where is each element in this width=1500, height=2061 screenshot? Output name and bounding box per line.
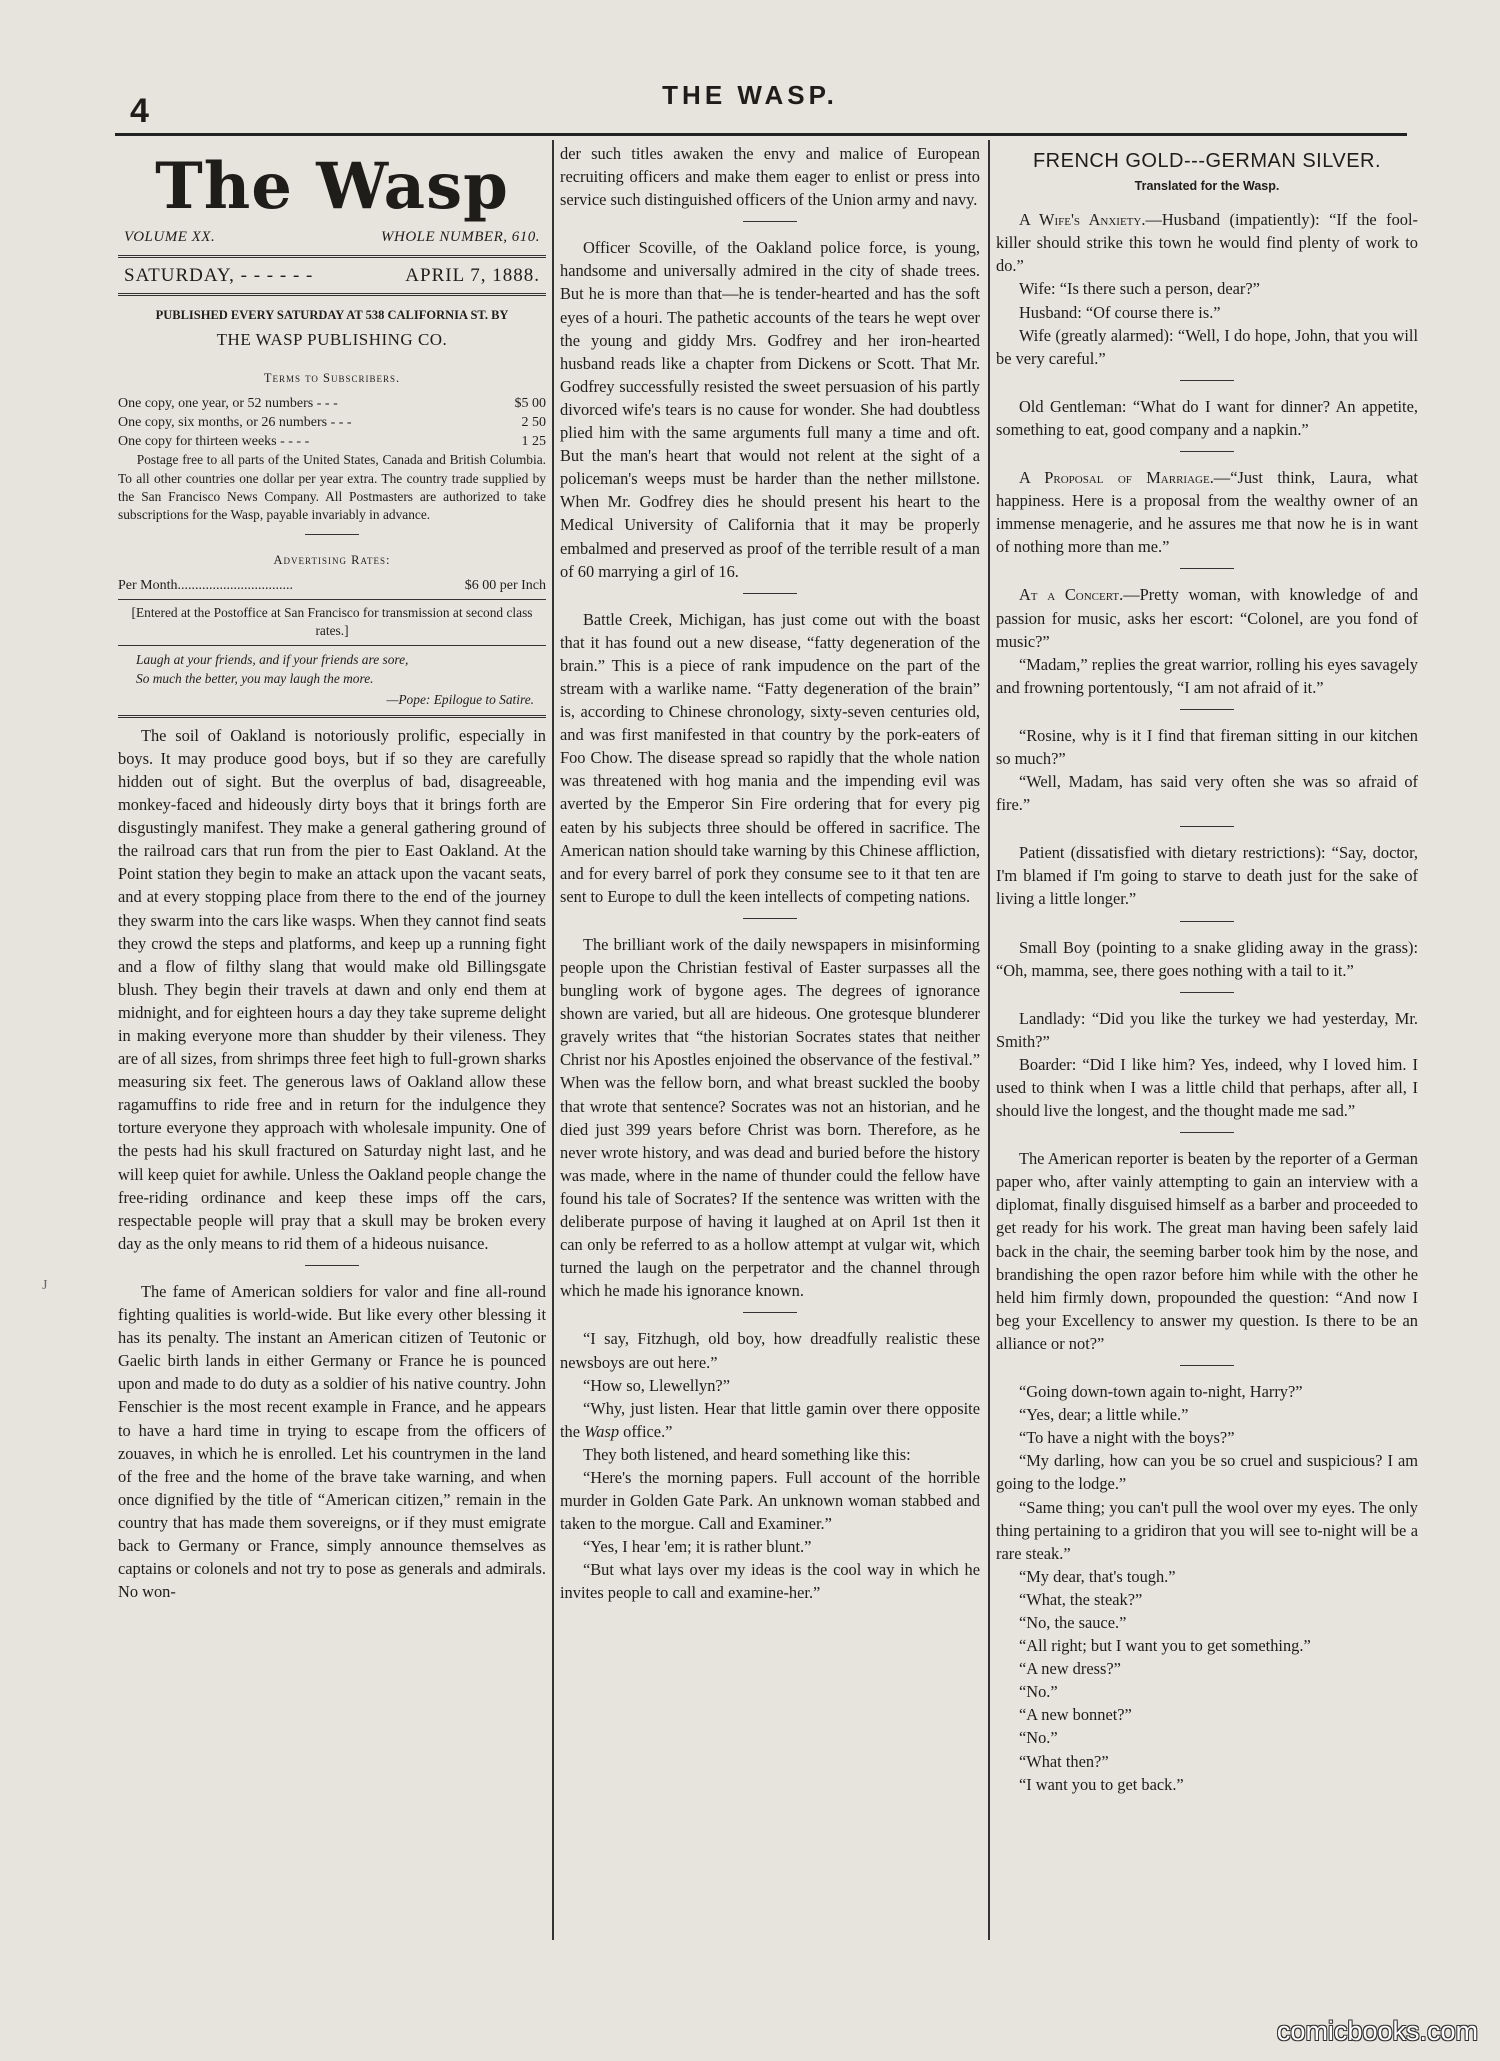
joke-line: “To have a night with the boys?”: [1018, 1428, 1235, 1448]
separator: [1180, 826, 1234, 827]
publisher: THE WASP PUBLISHING CO.: [216, 330, 448, 350]
rate-price: $5 00: [514, 396, 546, 412]
article-paragraph: The soil of Oakland is notoriously prolific, especially in boys. It may produce good boys, but if so they are carefully hidden out of sight. But the overplus of bad, disagreeable, monkey-faced and hideously dirty boys that it brings forth are disgustingly manifest. They make a general gathering ground of the railroad cars that run from the pier to East Oakland. At the Point station they begin to make an attack upon the vacant seats, and at every stopping place from there to the end of the journey they swarm into the cars like wasps. When they cannot find seats they crowd the steps and platforms, and keep up a running fight and a flow of filthy slang that would make old Billingsgate blush. They begin their travels at dawn and only end them at midnight, and for eighteen hours a day they take supreme delight in making everyone more than shudder by their vileness. They are of all sizes, from shrimps three feet high to full-grown sharks measuring six feet. The generous laws of Oakland allow these ragamuffins to ride free and in return for the indulgence they torture everyone they approach with wholesale impunity. One of the pests had his skull fractured on Saturday night last, and he will keep quiet for awhile. Unless the Oakland people change the free-riding ordinance and keep these imps off the cars, respectable people will pray that a skull may be broken every day as the only means to rid them of a hideous nuisance.: [118, 725, 546, 1253]
joke-line: “My dear, that's tough.”: [1018, 1566, 1176, 1586]
dialogue-line: “How so, Llewellyn?”: [582, 1375, 730, 1395]
rate-row: [118, 413, 546, 432]
rate-row: [118, 394, 546, 413]
separator: [305, 534, 359, 535]
section-subtitle: Translated for the Wasp.: [1134, 179, 1280, 194]
joke-line: Landlady: “Did you like the turkey we had yesterday, Mr. Smith?”: [996, 1008, 1418, 1051]
joke-line: “No.”: [1018, 1682, 1058, 1702]
advertising-rate: [118, 576, 546, 595]
joke-line: “All right; but I want you to get something.”: [1018, 1636, 1311, 1656]
separator: [743, 918, 797, 919]
separator: [1180, 380, 1234, 381]
article-paragraph: Officer Scoville, of the Oakland police force, is young, handsome and universally admired in the city of shade trees. But he is more than that—he is tender-hearted and has the soft eyes of a houri. The pathetic accounts of the tears he wept over the young and giddy Mrs. Godfrey and her iron-hearted husband reads like a chapter from Dickens or Scott. That Mr. Godfrey successfully resisted the sweet persuasion of his partly divorced wife's tears is no cause for wonder. She had doubtless plied him with the same arguments full many a time and oft. But the man's heart that would not relent at the sight of a policeman's weeps must be harder than the nether millstone. When Mr. Godfrey dies he should present his heart to the Medical University of California that it may be properly embalmed and preserved as proof of the terrible result of a man of 60 marrying a girl of 16.: [560, 238, 980, 581]
separator: [1180, 1365, 1234, 1366]
rate-price: 2 50: [521, 415, 546, 431]
dialogue-line: “Why, just listen. Hear that little gamin over there opposite the Wasp office.”: [560, 1398, 980, 1441]
joke-line: “No, the sauce.”: [1018, 1612, 1127, 1632]
column-3: [996, 142, 1418, 1796]
article-paragraph: der such titles awaken the envy and malice of European recruiting officers and make them eager to enlist or press into service such distinguished officers of the Union army and navy.: [560, 144, 980, 210]
issue-day: SATURDAY, - - - - - -: [124, 265, 314, 287]
entered-notice: [Entered at the Postoffice at San Francisco for transmission at second class rates.]: [131, 605, 533, 639]
advertising-heading: Advertising Rates:: [273, 553, 391, 568]
volume: VOLUME XX.: [124, 229, 216, 245]
column-1: [118, 142, 546, 1603]
published-line: PUBLISHED EVERY SATURDAY AT 538 CALIFORNIA ST. BY: [155, 308, 509, 323]
rate-price: $6 00 per Inch: [464, 578, 546, 594]
joke-line: Patient (dissatisfied with dietary restrictions): “Say, doctor, I'm blamed if I'm going to starve to death just for the sake of living a little longer.”: [996, 843, 1418, 909]
rule: [118, 255, 546, 258]
postage-notice: Postage free to all parts of the United States, Canada and British Columbia. To all other countries one dollar per year extra. The country trade supplied by the San Francisco News Company. All Postmasters are authorized to take subscriptions for the Wasp, payable invariably in advance.: [118, 452, 546, 522]
joke-line: The American reporter is beaten by the reporter of a German paper who, after vainly attempting to gain an interview with a diplomat, finally disguised himself as a barber and proceeded to get ready for his work. The great man having been safely laid back in the chair, the seeming barber took him by the nose, and brandishing the open razor before him while with the other he held him firmly down, propounded the question: “And now I beg your Excellency to answer my question. Is there to be an alliance or not?”: [996, 1149, 1418, 1353]
rule: [118, 645, 546, 646]
motto-source: —Pope: Epilogue to Satire.: [386, 691, 534, 707]
joke-line: A Proposal of Marriage.—“Just think, Laura, what happiness. Here is a proposal from the wealthy owner of an immense menagerie, and he assures me that now he is in want of nothing more than me.”: [996, 468, 1418, 557]
joke-line: At a Concert.—Pretty woman, with knowledge of and passion for music, asks her escort: “Colonel, are you fond of music?”: [996, 585, 1418, 651]
rate-label: One copy for thirteen weeks - - - -: [118, 434, 310, 450]
column-divider: [988, 140, 990, 1940]
page-number: 4: [130, 92, 149, 130]
date-row: [124, 264, 540, 287]
joke-line: Old Gentleman: “What do I want for dinner? An appetite, something to eat, good company and a napkin.”: [996, 396, 1418, 439]
separator: [1180, 992, 1234, 993]
terms-heading: Terms to Subscribers.: [263, 371, 401, 386]
motto-line: So much the better, you may laugh the more.: [136, 670, 374, 686]
dialogue-line: “I say, Fitzhugh, old boy, how dreadfully realistic these newsboys are out here.”: [560, 1329, 980, 1372]
joke-line: “Going down-town again to-night, Harry?”: [1018, 1382, 1303, 1402]
joke-line: Boarder: “Did I like him? Yes, indeed, why I loved him. I used to think when I was a little child that perhaps, after all, I should live the longest, and the thought made me sad.”: [996, 1054, 1418, 1121]
rate-price: 1 25: [521, 434, 546, 450]
rate-label: One copy, six months, or 26 numbers - - -: [118, 415, 352, 431]
watermark: comicbooks.com: [1276, 2016, 1478, 2046]
masthead-title: The Wasp: [155, 149, 509, 224]
header-rule: [115, 133, 1407, 136]
whole-number: WHOLE NUMBER, 610.: [381, 229, 540, 245]
dialogue-line: “Yes, I hear 'em; it is rather blunt.”: [582, 1537, 812, 1557]
rule: [118, 715, 546, 718]
joke-line: Wife: “Is there such a person, dear?”: [1018, 279, 1260, 299]
separator: [743, 593, 797, 594]
joke-line: “No.”: [1018, 1728, 1058, 1748]
joke-line: “A new dress?”: [1018, 1659, 1121, 1679]
dialogue-line: They both listened, and heard something like this:: [582, 1444, 911, 1464]
joke-line: “A new bonnet?”: [1018, 1705, 1132, 1725]
joke-line: “What then?”: [1018, 1751, 1109, 1771]
issue-date: APRIL 7, 1888.: [405, 265, 540, 287]
rate-label: One copy, one year, or 52 numbers - - -: [118, 396, 338, 412]
separator: [743, 221, 797, 222]
separator: [743, 1312, 797, 1313]
motto-line: Laugh at your friends, and if your friends are sore,: [136, 651, 409, 667]
volume-row: [124, 226, 540, 249]
stray-mark: J: [42, 1278, 48, 1293]
joke-line: “Yes, dear; a little while.”: [1018, 1405, 1189, 1425]
rate-row: [118, 432, 546, 451]
separator: [1180, 1132, 1234, 1133]
separator: [1180, 451, 1234, 452]
joke-line: Wife (greatly alarmed): “Well, I do hope, John, that you will be very careful.”: [996, 325, 1418, 368]
joke-line: “Rosine, why is it I find that fireman sitting in our kitchen so much?”: [996, 725, 1418, 768]
separator: [1180, 921, 1234, 922]
rule: [118, 599, 546, 600]
separator: [1180, 709, 1234, 710]
joke-line: “What, the steak?”: [1018, 1589, 1143, 1609]
joke-line: “Same thing; you can't pull the wool over my eyes. The only thing pertaining to a gridiron that you will see to-night will be a rare steak.”: [996, 1497, 1418, 1563]
joke-line: “Madam,” replies the great warrior, rolling his eyes savagely and frowning portentously, “I am not afraid of it.”: [996, 654, 1418, 697]
joke-line: Husband: “Of course there is.”: [1018, 302, 1221, 322]
article-paragraph: The brilliant work of the daily newspapers in misinforming people upon the Christian festival of Easter surpasses all the bungling work of bygone ages. The degrees of ignorance shown are varied, but all are hideous. One grotesque blunderer gravely writes that “the historian Socrates states that neither Christ nor his Apostles enjoined the observance of the festival.” When was the fellow born, and what breast suckled the booby that wrote that sentence? Socrates was not an historian, and he died just 399 years before Christ was born. Therefore, as he never wrote history, and was dead and buried before the history was made, where in the name of thunder could the fellow have found his tale of Socrates? If the sentence was written with the deliberate purpose of having it laughed at on April 1st then it can only be referred to as a hollow attempt at vulgar wit, which turned the laugh on the perpetrator and the channel through which he made his ignorance known.: [560, 934, 980, 1301]
separator: [305, 1265, 359, 1266]
separator: [1180, 568, 1234, 569]
column-2: [560, 142, 980, 1605]
joke-line: Small Boy (pointing to a snake gliding away in the grass): “Oh, mamma, see, there goes nothing with a tail to it.”: [996, 937, 1418, 980]
running-title: THE WASP.: [662, 80, 838, 110]
joke-line: “I want you to get back.”: [1018, 1774, 1184, 1794]
joke-line: A Wife's Anxiety.—Husband (impatiently): “If the fool-killer should strike this town he would find plenty of work to do.”: [996, 210, 1418, 276]
dialogue-line: “Here's the morning papers. Full account of the horrible murder in Golden Gate Park. An unknown woman stabbed and taken to the morgue. Call and Examiner.”: [560, 1467, 980, 1534]
article-paragraph: Battle Creek, Michigan, has just come out with the boast that it has found out a new disease, “fatty degeneration of the brain.” This is a piece of rank impudence on the part of the stream with a warlike name. “Fatty degeneration of the brain” is, according to Chinese chronology, sixty-seven centuries old, and was first manifested in that country by the pork-eaters of Foo Chow. The disease spread so rapidly that the whole nation was threatened with hog mania and the impending evil was averted by the Emperor Sin Fire ordering that for every pig eaten by his subjects three should be offered in sacrifice. The American nation should take warning by this Chinese affliction, and for every barrel of pork they consume see to it that ten are sent to Europe to dull the keen intellects of competing nations.: [560, 609, 980, 906]
column-divider: [552, 140, 554, 1940]
section-title: FRENCH GOLD---GERMAN SILVER.: [1032, 150, 1382, 172]
dialogue-line: “But what lays over my ideas is the cool way in which he invites people to call and examine-her.”: [560, 1560, 980, 1603]
article-paragraph: The fame of American soldiers for valor and fine all-round fighting qualities is world-wide. But like every other blessing it has its penalty. The instant an American citizen of Teutonic or Gaelic birth lands in either Germany or France he is pounced upon and made to do duty as a soldier of his native country. John Fenschier is the most recent example in France, and he appears to have a hard time in trying to escape from the officers of zouaves, in which he is enrolled. Let his countrymen in the land of the free and the home of the brave take warning, and when once dignified by the title of “American citizen,” remain in the country that has made them sovereigns, or if they must emigrate back to Germany or France, simply announce themselves as captains or colonels and not try to pose as generals and admirals. No won-: [118, 1281, 546, 1602]
rule: [118, 293, 546, 296]
joke-line: “My darling, how can you be so cruel and suspicious? I am going to the lodge.”: [996, 1451, 1418, 1494]
joke-line: “Well, Madam, has said very often she was so afraid of fire.”: [996, 772, 1418, 815]
rate-label: Per Month.................................: [118, 578, 293, 594]
